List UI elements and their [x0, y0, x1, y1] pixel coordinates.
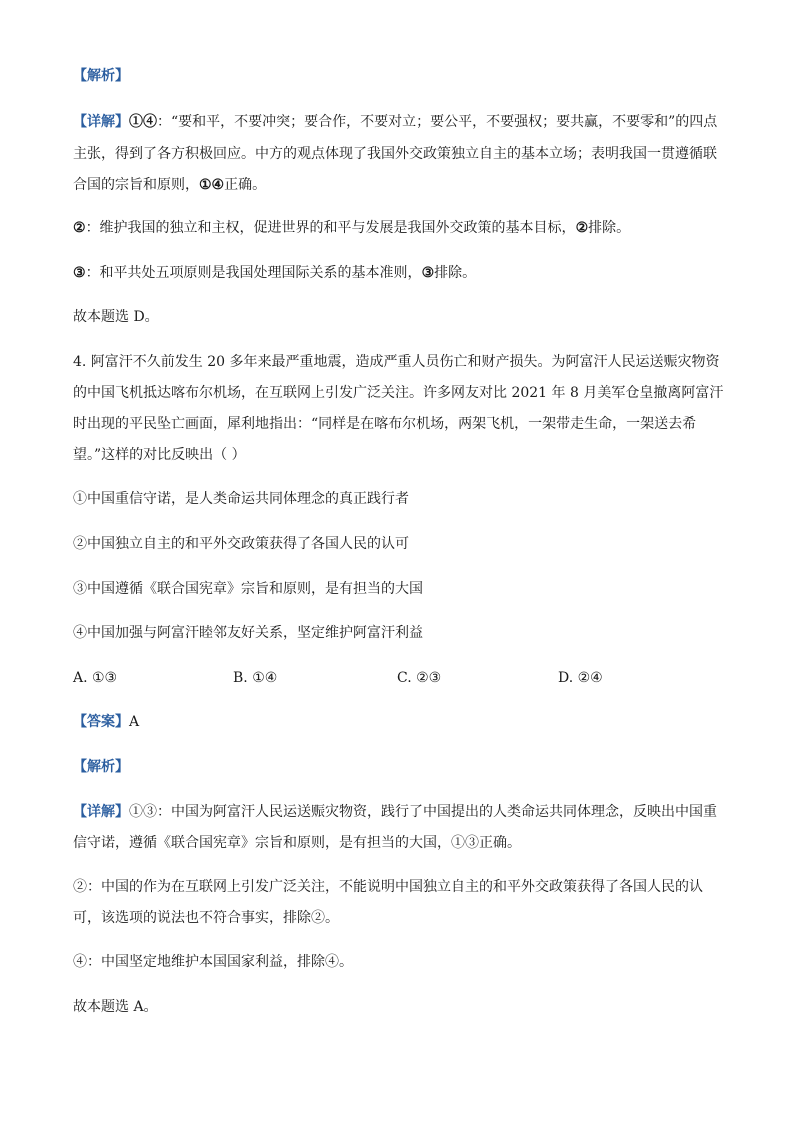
- item-3-line: [73, 263, 476, 283]
- question-4-line-3: 时出现的平民坠亡画面，犀利地指出：“同样是在喀布尔机场，两架飞机，一架带走生命，一架送去希: [73, 416, 697, 432]
- detail-2-line-1: [73, 802, 717, 822]
- option-c: C. ②③: [397, 670, 442, 686]
- item-2-line: [73, 218, 630, 238]
- question-4-line-1: 4. 阿富汗不久前发生 20 多年来最严重地震，造成严重人员伤亡和财产损失。为阿富汗人民运送赈灾物资: [73, 354, 720, 370]
- item-3-text: ：和平共处五项原则是我国处理国际关系的基本准则，: [85, 265, 422, 281]
- item-4-line: ④：中国坚定地维护本国国家利益，排除④。: [73, 954, 353, 970]
- detail-marks-3: ①④: [199, 177, 225, 193]
- statement-3: ③中国遵循《联合国宪章》宗旨和原则，是有担当的大国: [73, 581, 423, 597]
- item-3-mark: ③: [73, 265, 86, 281]
- option-b: B. ①④: [233, 670, 278, 686]
- detail-2-line-2: 信守诺，遵循《联合国宪章》宗旨和原则，是有担当的大国，①③正确。: [73, 835, 521, 851]
- conclusion-1: 故本题选 D。: [73, 309, 159, 325]
- detail-text-1: ：“要和平，不要冲突；要合作，不要对立；要公平，不要强权；要共赢，不要零和”的四点: [157, 114, 718, 130]
- item-3-text-end: 排除。: [434, 265, 477, 281]
- option-a: A. ①③: [73, 670, 118, 686]
- item-2-text-end: 排除。: [588, 220, 631, 236]
- answer-value: A: [129, 714, 140, 730]
- detail-line-3: [73, 175, 266, 195]
- detail-tag-2: 【详解】: [73, 804, 129, 820]
- detail-tag: 【详解】: [73, 114, 129, 130]
- question-4-line-4: 望。”这样的对比反映出（ ）: [73, 447, 246, 463]
- analysis-label-2: [73, 757, 129, 777]
- detail-text-3b: 正确。: [224, 177, 267, 193]
- analysis-label: [73, 66, 129, 86]
- answer-line: [73, 712, 139, 732]
- detail-text-3: 合国的宗旨和原则，: [73, 177, 199, 193]
- item-2-text: ：维护我国的独立和主权，促进世界的和平与发展是我国外交政策的基本目标，: [85, 220, 576, 236]
- detail-marks: ①④: [129, 114, 157, 130]
- option-d: D. ②④: [558, 670, 603, 686]
- item-2b-line-2: 可，该选项的说法也不符合事实，排除②。: [73, 910, 339, 926]
- answer-tag: 【答案】: [73, 714, 129, 730]
- analysis-tag: 【解析】: [73, 68, 129, 84]
- statement-2: ②中国独立自主的和平外交政策获得了各国人民的认可: [73, 536, 409, 552]
- statement-1: ①中国重信守诺，是人类命运共同体理念的真正践行者: [73, 491, 409, 507]
- item-2-mark: ②: [73, 220, 86, 236]
- analysis-tag-2: 【解析】: [73, 759, 129, 775]
- conclusion-2: 故本题选 A。: [73, 999, 158, 1015]
- detail-line-2: 主张，得到了各方积极回应。中方的观点体现了我国外交政策独立自主的基本立场；表明我国一贯遵循联: [73, 146, 717, 162]
- item-3-mark-end: ③: [421, 265, 435, 281]
- detail-2-text-1: ①③：中国为阿富汗人民运送赈灾物资，践行了中国提出的人类命运共同体理念，反映出中国重: [129, 804, 717, 820]
- statement-4: ④中国加强与阿富汗睦邻友好关系，坚定维护阿富汗利益: [73, 625, 423, 641]
- item-2-mark-end: ②: [575, 220, 589, 236]
- detail-line-1: [73, 112, 717, 132]
- item-2b-line-1: ②：中国的作为在互联网上引发广泛关注，不能说明中国独立自主的和平外交政策获得了各国人民的认: [73, 879, 703, 895]
- answer-options: [73, 668, 733, 688]
- question-4-line-2: 的中国飞机抵达喀布尔机场，在互联网上引发广泛关注。许多网友对比 2021 年 8 月美军仓皇撤离阿富汗: [73, 385, 724, 401]
